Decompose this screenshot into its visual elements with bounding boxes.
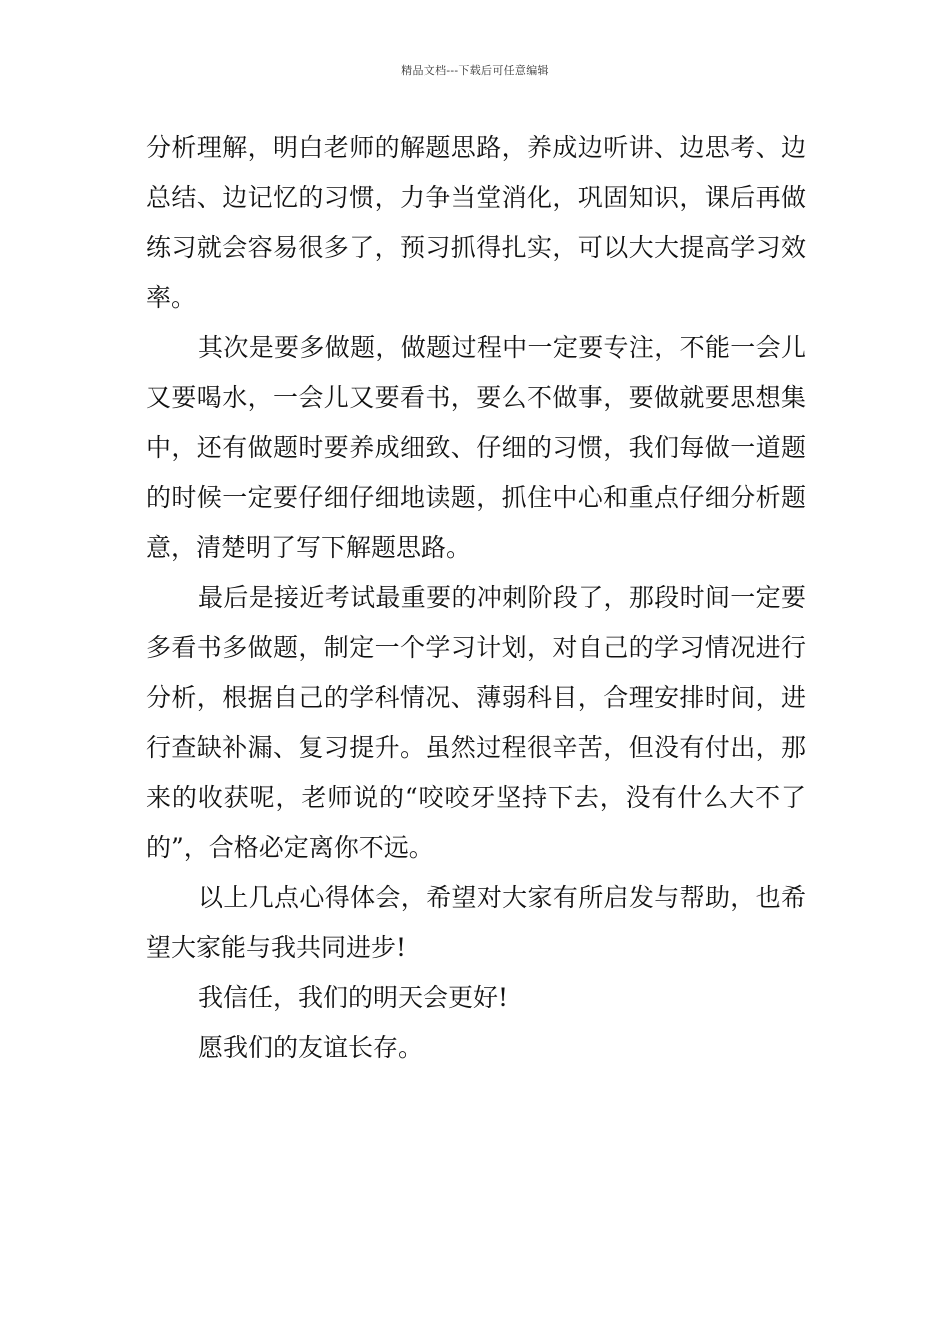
paragraph-closing-friendship: 愿我们的友谊长存。 bbox=[198, 1033, 424, 1062]
document-body bbox=[146, 123, 806, 1073]
paragraph-practice: 其次是要多做题，做题过程中一定要专注，不能一会儿又要喝水，一会儿又要看书，要么不做事，要做就要思想集中，还有做题时要养成细致、仔细的习惯，我们每做一道题的时候一定要仔细仔细地读题，抓住中心和重点仔细分析题意，清楚明了写下解题思路。 bbox=[146, 333, 806, 562]
paragraph-summary: 以上几点心得体会，希望对大家有所启发与帮助，也希望大家能与我共同进步! bbox=[146, 883, 806, 962]
paragraph-closing-trust: 我信任，我们的明天会更好! bbox=[198, 983, 509, 1012]
paragraph-exam-sprint: 最后是接近考试最重要的冲刺阶段了，那段时间一定要多看书多做题，制定一个学习计划，对自己的学习情况进行分析，根据自己的学科情况、薄弱科目，合理安排时间，进行查缺补漏、复习提升。虽然过程很辛苦，但没有付出，那来的收获呢，老师说的“咬咬牙坚持下去，没有什么大不了的”，合格必定离你不远。 bbox=[146, 583, 806, 862]
page-header: 精品文档---下载后可任意编辑 bbox=[401, 64, 549, 77]
paragraph-continued: 分析理解，明白老师的解题思路，养成边听讲、边思考、边总结、边记忆的习惯，力争当堂消化，巩固知识，课后再做练习就会容易很多了，预习抓得扎实，可以大大提高学习效率。 bbox=[146, 133, 806, 312]
